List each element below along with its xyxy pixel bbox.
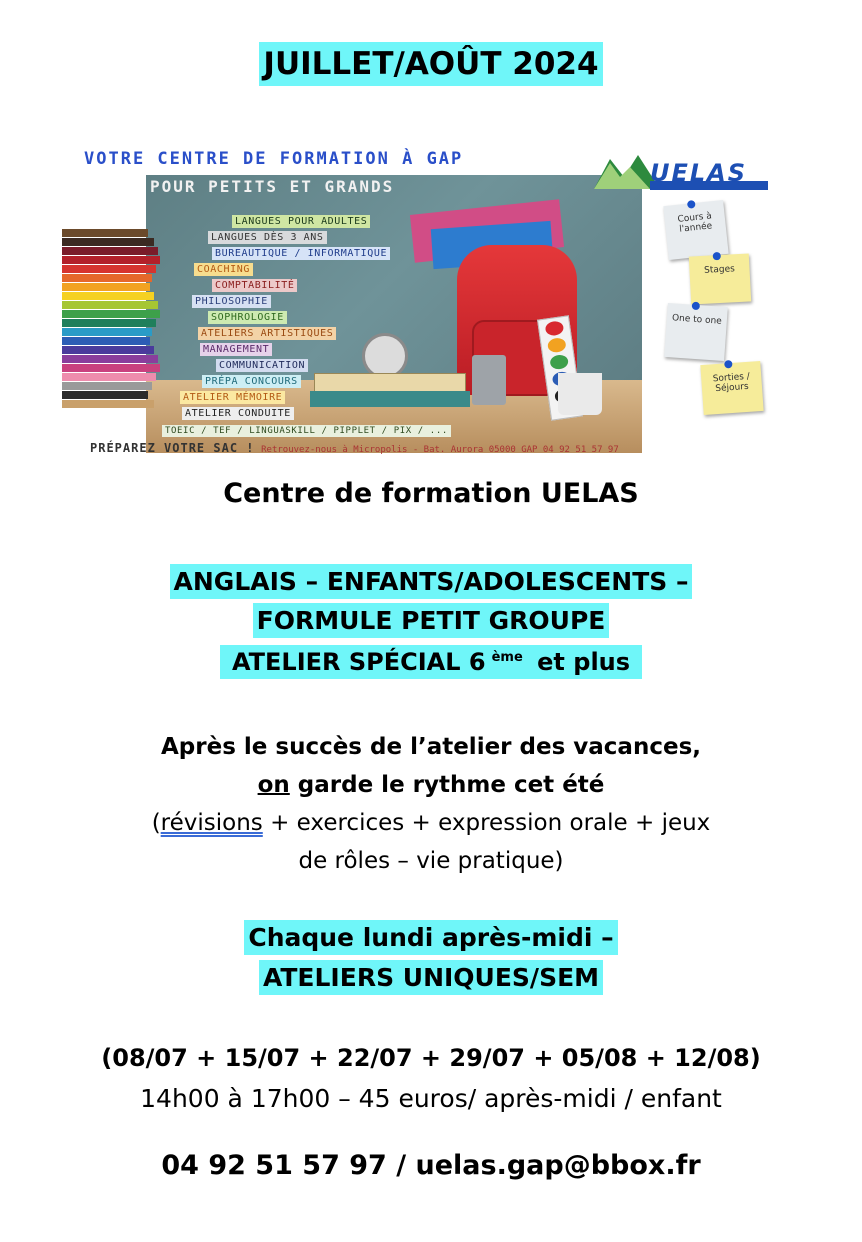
poster-item: COMMUNICATION <box>216 359 308 372</box>
sticky-note: Stages <box>689 253 751 304</box>
poster-item: ATELIERS ARTISTIQUES <box>198 327 336 340</box>
description <box>0 728 862 880</box>
poster-item: SOPHROLOGIE <box>208 311 287 324</box>
notebook <box>310 391 470 407</box>
calculator <box>472 355 506 405</box>
poster-item: MANAGEMENT <box>200 343 272 356</box>
pin-icon <box>713 252 721 260</box>
promo-poster <box>62 145 776 463</box>
sticky-note: Cours à l'année <box>663 200 728 260</box>
poster-footer-address: Retrouvez-nous à Micropolis - Bat. Aurora 05000 GAP 04 92 51 57 97 <box>261 445 619 455</box>
schedule-line2: ATELIERS UNIQUES/SEM <box>259 960 603 995</box>
course-heading-line1: ANGLAIS – ENFANTS/ADOLESCENTS – <box>170 564 693 599</box>
poster-item: LANGUES POUR ADULTES <box>232 215 370 228</box>
logo-text: UELAS <box>650 159 748 187</box>
schedule-heading <box>0 918 862 998</box>
pin-icon <box>687 200 696 209</box>
pin-icon <box>692 302 701 311</box>
poster-item: COMPTABILITÉ <box>212 279 297 292</box>
description-line4: de rôles – vie pratique) <box>298 848 564 874</box>
poster-item: ATELIER CONDUITE <box>182 407 294 420</box>
atelier-highlight: ATELIER SPÉCIAL 6 $^{ème}$ et plus <box>220 645 642 679</box>
atelier-heading <box>0 648 862 676</box>
poster-item: PHILOSOPHIE <box>192 295 271 308</box>
poster-item: TOEIC / TEF / LINGUASKILL / PIPPLET / PIX / ... <box>162 425 451 437</box>
pencil-cup <box>558 373 602 415</box>
schedule-line1: Chaque lundi après-midi – <box>244 920 617 955</box>
poster-item: COACHING <box>194 263 253 276</box>
poster-footer <box>90 441 619 455</box>
description-line3: (révisions + exercices + expression orale + jeux <box>151 810 711 836</box>
poster-item: LANGUES DÈS 3 ANS <box>208 231 327 244</box>
title-highlight: JUILLET/AOÛT 2024 <box>259 42 602 86</box>
session-dates: (08/07 + 15/07 + 22/07 + 29/07 + 05/08 + 12/08) <box>101 1044 761 1072</box>
poster-item: BUREAUTIQUE / INFORMATIQUE <box>212 247 390 260</box>
pin-icon <box>724 360 733 369</box>
course-heading <box>0 562 862 640</box>
poster-headline: VOTRE CENTRE DE FORMATION À GAP <box>84 149 464 169</box>
description-line2: on garde le rythme cet été <box>257 772 605 798</box>
poster-item: ATELIER MÉMOIRE <box>180 391 285 404</box>
sticky-note: Sorties / Séjours <box>700 361 763 415</box>
sticky-note: One to one <box>664 303 728 361</box>
hours-price: 14h00 à 17h00 – 45 euros/ après-midi / enfant <box>140 1084 722 1113</box>
contact-info: 04 92 51 57 97 / uelas.gap@bbox.fr <box>161 1150 701 1181</box>
poster-subtitle: POUR PETITS ET GRANDS <box>150 177 395 196</box>
centre-heading: Centre de formation UELAS <box>223 478 639 509</box>
page-title <box>0 46 862 82</box>
course-heading-line2: FORMULE PETIT GROUPE <box>253 603 610 638</box>
notebook <box>314 373 466 393</box>
poster-footer-slogan: PRÉPAREZ VOTRE SAC ! <box>90 441 255 455</box>
description-line1: Après le succès de l’atelier des vacances, <box>160 734 701 760</box>
colored-pencils-image <box>62 229 162 419</box>
poster-item: PRÉPA CONCOURS <box>202 375 301 388</box>
